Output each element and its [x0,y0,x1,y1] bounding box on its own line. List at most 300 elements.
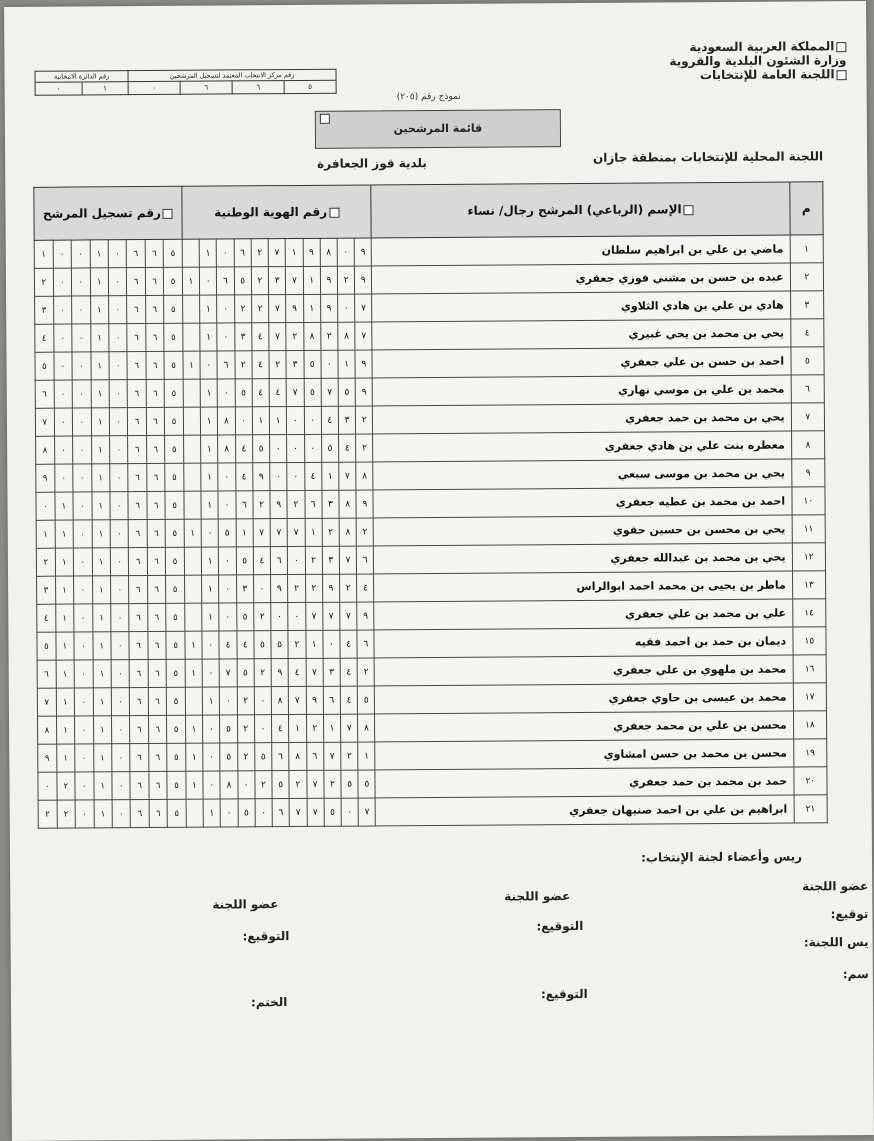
national-id-digit: ٥ [324,798,341,826]
member-label-left: عضو اللجنة [212,897,279,912]
national-id-digit: ٠ [287,406,304,434]
registration-digit: ٦ [127,352,146,380]
national-id-digit: ٠ [220,799,237,827]
national-id-digit: ٦ [272,799,289,827]
registration-digit: ٦ [130,744,149,772]
national-id-digit: ٤ [252,351,269,379]
registration-digit: ٦ [128,408,147,436]
national-id-digit: ٢ [322,518,339,546]
row-index: ٦ [791,375,825,403]
national-id-digit: ٠ [235,407,252,435]
registration-digit: ١ [90,268,109,296]
national-id-digit: ٣ [234,323,251,351]
national-id-digit: ١ [202,575,219,603]
national-id-digit: ٥ [358,686,375,714]
registration-digit: ٠ [109,296,128,324]
index-header: م [789,182,823,235]
national-id-header-label: رقم الهوية الوطنية [214,204,328,220]
national-id-digit: ٦ [357,630,374,658]
national-id-digit: ٢ [269,351,286,379]
national-id-digit: ٩ [271,575,288,603]
national-id-digit: ٢ [288,574,305,602]
registration-digit: ٠ [72,296,91,324]
national-id-digit: ١ [203,799,220,827]
top-code-digit: ١ [82,82,129,95]
registration-digit: ٠ [75,716,94,744]
registration-digit: ٠ [112,772,131,800]
row-index: ٢ [790,263,824,291]
candidate-name: حمد بن محمد بن حمد جعفري [375,767,793,798]
registration-digit: ٠ [110,436,129,464]
national-id-digit: ٨ [218,435,235,463]
national-id-digit: ٨ [356,462,373,490]
candidate-name: هادي بن علي بن هادي الثلاوي [372,291,790,322]
national-id-digit: ٦ [306,742,323,770]
registration-digit: ٥ [166,547,185,575]
registration-digit: ٦ [149,799,168,827]
national-id-digit: ٠ [253,575,270,603]
registration-digit: ٦ [128,464,147,492]
candidate-name: ديمان بن حمد بن احمد فقيه [374,627,792,658]
top-code-digit: ٦ [180,81,232,94]
registration-digit: ١ [55,604,74,632]
registration-digit: ٠ [53,268,72,296]
stamp-label: الختم: [250,995,288,1010]
national-id-digit: ٤ [252,323,269,351]
national-id-digit: ٥ [235,379,252,407]
registration-digit: ٠ [74,688,93,716]
registration-digit: ٥ [165,407,184,435]
registration-digit: ٦ [146,351,165,379]
national-id-digit: ٠ [218,463,235,491]
top-code-digit: ٠ [35,82,82,95]
row-index: ٣ [790,291,824,319]
registration-digit: ٦ [147,575,166,603]
national-id-digit: ٠ [219,603,236,631]
national-id-digit: ٠ [288,546,305,574]
candidate-name: يحي بن محمد بن عبدالله جعفري [374,543,792,574]
registration-digit: ٦ [129,604,148,632]
national-id-digit: ٨ [289,742,306,770]
registration-digit: ٦ [131,800,150,828]
registration-digit: ١ [93,772,112,800]
registration-digit: ٦ [129,632,148,660]
registration-digit: ٦ [145,295,164,323]
national-id-digit: ٠ [202,631,219,659]
registration-digit: ٠ [108,268,127,296]
top-code-digit: ٠ [128,81,180,94]
circle-number-label: رقم الدائرة الانتخابية [35,71,128,83]
registration-digit: ٦ [146,379,165,407]
ministry-name: وزارة الشئون البلدية والقروية [669,53,847,69]
registration-digit: ٣ [37,576,56,604]
registration-digit: ٥ [165,519,184,547]
registration-digit: ٠ [73,548,92,576]
candidate-name: احمد بن محمد بن عطيه جعفري [373,487,791,518]
registration-digit: ٨ [38,716,57,744]
national-id-digit: ٧ [340,602,357,630]
registration-digit: ٧ [35,408,54,436]
national-id-digit: ٢ [337,266,354,294]
national-id-digit: ٠ [304,434,321,462]
candidate-name: محسن بن علي بن محمد جعفري [375,711,793,742]
candidate-name: ماضي بن علي بن ابراهيم سلطان [372,235,790,266]
candidate-name: علي بن محمد بن علي جعفري [374,599,792,630]
national-id-digit: ٢ [340,574,357,602]
candidate-name: محمد بن علي بن موسي نهاري [373,375,791,406]
registration-digit: ١ [92,576,111,604]
national-id-digit: ٠ [218,379,235,407]
registration-digit: ١ [93,660,112,688]
national-id-digit [185,603,203,631]
national-id-digit [182,239,200,267]
national-id-digit: ٠ [238,771,255,799]
national-id-digit: ٩ [253,463,270,491]
member-label-right: عضو اللجنة [802,879,869,894]
national-id-digit: ٥ [304,378,321,406]
national-id-digit: ٧ [355,294,372,322]
national-id-digit: ٢ [289,770,306,798]
candidate-name: يحي بن محمد بن يحي غبيري [372,319,790,350]
national-id-digit [183,379,201,407]
national-id-digit: ٠ [219,547,236,575]
national-id-digit: ٩ [357,602,374,630]
registration-digit: ٦ [129,520,148,548]
row-index: ٢١ [794,795,828,823]
registration-digit: ٥ [167,715,186,743]
national-id-digit: ٠ [217,323,234,351]
national-id-digit: ٠ [200,267,217,295]
national-id-digit: ٤ [252,379,269,407]
national-id-digit: ٢ [251,267,268,295]
registration-digit: ٠ [73,464,92,492]
national-id-digit: ٩ [320,266,337,294]
national-id-digit: ٧ [269,295,286,323]
checkbox-icon [837,70,847,80]
national-id-digit: ٠ [270,463,287,491]
national-id-digit: ٩ [355,266,372,294]
top-code-digit: ٦ [232,81,284,94]
registration-digit: ٠ [72,380,91,408]
national-id-digit: ١ [186,743,204,771]
registration-digit: ٠ [38,772,57,800]
registration-digit: ١ [91,352,110,380]
national-id-digit: ٢ [357,658,374,686]
checkbox-icon [163,208,173,218]
candidate-list-title: قائمة المرشحين [393,121,483,136]
national-id-digit: ٠ [287,462,304,490]
registration-digit: ٥ [166,631,185,659]
registration-digit: ٦ [37,660,56,688]
national-id-digit: ٨ [271,687,288,715]
registration-digit: ٠ [74,604,93,632]
registration-digit: ٠ [111,688,130,716]
national-id-digit: ٩ [355,350,372,378]
registration-digit: ٠ [109,380,128,408]
registration-digit: ١ [90,296,109,324]
national-id-digit: ٢ [235,351,252,379]
national-id-digit: ٥ [220,715,237,743]
national-id-digit: ٠ [219,575,236,603]
top-codes-digits [35,80,336,95]
signature-left: التوقيع: [242,929,290,944]
registration-digit: ١ [56,632,75,660]
registration-digit: ٥ [166,659,185,687]
candidate-name: محمد بن ملهوي بن علي جعفري [375,655,793,686]
national-id-digit: ٧ [268,239,285,267]
national-id-digit: ٢ [251,295,268,323]
registration-digit: ٧ [37,688,56,716]
registration-digit: ٥ [165,379,184,407]
national-id-digit: ٠ [337,238,354,266]
national-id-digit: ٣ [236,575,253,603]
national-id-digit: ٠ [338,294,355,322]
registration-digit: ٢ [34,268,53,296]
national-id-digit: ٥ [358,770,375,798]
registration-digit: ٥ [165,491,184,519]
national-id-digit [183,435,201,463]
national-id-digit: ١ [305,630,322,658]
national-id-digit: ٤ [340,658,357,686]
registration-digit: ١ [90,324,109,352]
national-id-digit: ٢ [254,659,271,687]
national-id-digit: ٧ [358,798,375,826]
registration-digit: ٩ [38,744,57,772]
national-id-digit: ٤ [340,686,357,714]
row-index: ٢٠ [794,767,828,795]
registration-digit: ٠ [54,380,73,408]
registration-digit: ٠ [53,240,72,268]
national-id-digit: ١ [183,351,201,379]
national-id-digit: ٧ [341,714,358,742]
registration-digit: ٠ [73,520,92,548]
national-id-digit: ٥ [321,434,338,462]
national-id-digit: ١ [201,547,218,575]
registration-digit: ٠ [75,744,94,772]
registration-digit: ٦ [129,576,148,604]
national-id-digit: ٤ [269,379,286,407]
registration-digit: ٦ [130,660,149,688]
row-index: ٤ [790,319,824,347]
registration-digit: ٦ [128,380,147,408]
national-id-digit: ٢ [237,687,254,715]
checkbox-icon [684,205,694,215]
national-id-digit: ٦ [304,490,321,518]
national-id-digit: ١ [200,323,217,351]
row-index: ١٦ [793,655,827,683]
registration-digit: ٦ [149,743,168,771]
national-id-digit: ٢ [356,518,373,546]
national-id-digit: ٠ [323,630,340,658]
registration-digit: ١ [92,548,111,576]
row-index: ١٢ [792,543,826,571]
registration-digit: ٠ [108,240,127,268]
national-id-digit: ٤ [339,434,356,462]
signature-right: توقيع: [830,907,869,922]
national-id-digit: ٧ [339,462,356,490]
national-id-digit: ٨ [218,407,235,435]
national-id-digit: ٦ [323,686,340,714]
registration-digit: ٠ [54,352,73,380]
national-id-digit: ١ [202,603,219,631]
registration-digit: ٥ [167,743,186,771]
candidates-body [34,235,827,828]
registration-digit: ٥ [164,295,183,323]
registration-digit: ١ [93,688,112,716]
registration-digit: ١ [91,464,110,492]
registration-digit: ٥ [164,239,183,267]
national-id-digit: ٩ [322,574,339,602]
national-id-digit: ٤ [235,463,252,491]
national-id-digit: ٥ [236,547,253,575]
registration-digit: ٦ [127,324,146,352]
name-header-label: الإسم (الرباعي) المرشح رجال/ نساء [467,202,682,218]
registration-digit: ٥ [167,771,186,799]
national-id-digit: ٣ [322,546,339,574]
row-index: ١ [790,235,824,263]
registration-digit: ٦ [148,631,167,659]
top-code-digit: ٥ [284,80,336,93]
national-id-digit: ٢ [253,491,270,519]
national-id-digit: ٩ [354,238,371,266]
registration-digit: ٥ [166,603,185,631]
national-id-digit [184,491,202,519]
national-id-digit: ٤ [272,715,289,743]
form-number: نموذج رقم (٢٠٥) [396,91,461,103]
national-id-digit: ١ [185,659,203,687]
registration-digit: ٥ [167,799,186,827]
name-header [371,182,790,238]
candidate-name: يحي بن محمد بن موسى سبعي [373,459,791,490]
national-id-digit: ٨ [338,322,355,350]
registration-digit: ١ [56,688,75,716]
registration-digit: ٠ [111,660,130,688]
national-id-digit: ١ [200,295,217,323]
registration-digit: ٠ [111,604,130,632]
row-index: ٥ [791,347,825,375]
national-id-digit: ٥ [271,631,288,659]
national-id-digit: ٣ [323,658,340,686]
registration-digit: ٦ [148,687,167,715]
registration-digit: ٥ [35,352,54,380]
local-committee: اللجنة المحلية للإنتخابات بمنطقة جازان [592,149,824,165]
registration-digit: ١ [91,492,110,520]
registration-digit: ٦ [146,323,165,351]
national-id-digit: ٨ [220,771,237,799]
national-id-digit: ٤ [237,631,254,659]
registration-digit: ٠ [71,268,90,296]
registration-digit: ٦ [145,239,164,267]
national-id-digit: ٩ [306,686,323,714]
registration-digit: ٦ [130,716,149,744]
checkbox-icon [836,42,846,52]
national-id-digit: ٩ [286,294,303,322]
registration-digit: ٠ [109,352,128,380]
national-id-digit: ٧ [289,686,306,714]
national-id-digit: ٠ [202,659,219,687]
row-index: ١١ [792,515,826,543]
national-id-digit: ٧ [287,518,304,546]
registration-header-label: رقم تسجيل المرشح [42,205,161,221]
national-id-digit: ٠ [287,434,304,462]
registration-digit: ٦ [129,548,148,576]
national-id-digit: ٧ [306,770,323,798]
registration-digit: ١ [93,716,112,744]
registration-digit: ١ [92,632,111,660]
national-id-digit: ٧ [323,742,340,770]
registration-digit: ٥ [37,632,56,660]
national-id-digit [183,323,201,351]
national-id-digit: ٧ [339,546,356,574]
registration-digit: ٥ [165,435,184,463]
national-id-digit: ٠ [254,687,271,715]
national-id-digit: ٠ [321,350,338,378]
national-id-digit: ٩ [355,378,372,406]
national-id-digit: ٨ [339,490,356,518]
signature-middle-2: التوقيع: [540,986,588,1002]
registration-digit: ٠ [74,576,93,604]
registration-digit: ٦ [148,603,167,631]
national-id-digit: ٥ [304,350,321,378]
national-id-digit: ٠ [201,519,218,547]
registration-digit: ٥ [164,351,183,379]
national-id-digit: ٩ [356,490,373,518]
committee-heading: ريس وأعضاء لجنة الإنتخاب: [641,849,803,865]
national-id-digit: ٠ [203,771,220,799]
registration-digit: ٠ [53,324,72,352]
national-id-digit: ١ [289,714,306,742]
national-id-digit: ٠ [288,602,305,630]
candidate-name: ماطر بن يحيى بن محمد احمد ابوالراس [374,571,792,602]
registration-digit: ٠ [112,716,131,744]
row-index: ١٩ [793,739,827,767]
registration-digit: ٠ [110,520,129,548]
national-id-digit: ٤ [219,631,236,659]
registration-digit: ١ [56,744,75,772]
national-id-digit: ٥ [219,519,236,547]
ministry-header [646,39,846,82]
registration-digit: ٤ [37,604,56,632]
registration-digit: ٢ [36,548,55,576]
registration-digit: ٦ [149,771,168,799]
registration-digit: ١ [34,240,53,268]
registration-digit: ١ [91,408,110,436]
national-id-digit: ٧ [253,519,270,547]
candidate-name: عبده بن حسن بن مشني فوزي جعفري [372,263,790,294]
registration-digit: ٠ [54,436,73,464]
registration-header [34,186,182,240]
national-id-digit: ٠ [200,351,217,379]
national-id-digit: ١ [200,379,217,407]
registration-digit: ٠ [54,408,73,436]
national-id-digit: ٧ [321,378,338,406]
national-id-digit: ٦ [217,351,234,379]
registration-digit: ٠ [74,660,93,688]
registration-digit: ٠ [73,436,92,464]
national-id-digit: ٠ [203,743,220,771]
registration-digit: ٦ [145,267,164,295]
national-id-digit: ٧ [286,378,303,406]
national-id-digit: ٠ [255,799,272,827]
registration-digit: ٠ [109,408,128,436]
national-id-digit: ١ [186,771,204,799]
candidate-name: احمد بن حسن بن علي جعفري [372,347,790,378]
national-id-digit: ٧ [322,602,339,630]
row-index: ١٥ [793,627,827,655]
national-id-digit: ٧ [306,658,323,686]
row-index: ١٠ [792,487,826,515]
registration-digit: ٠ [72,352,91,380]
